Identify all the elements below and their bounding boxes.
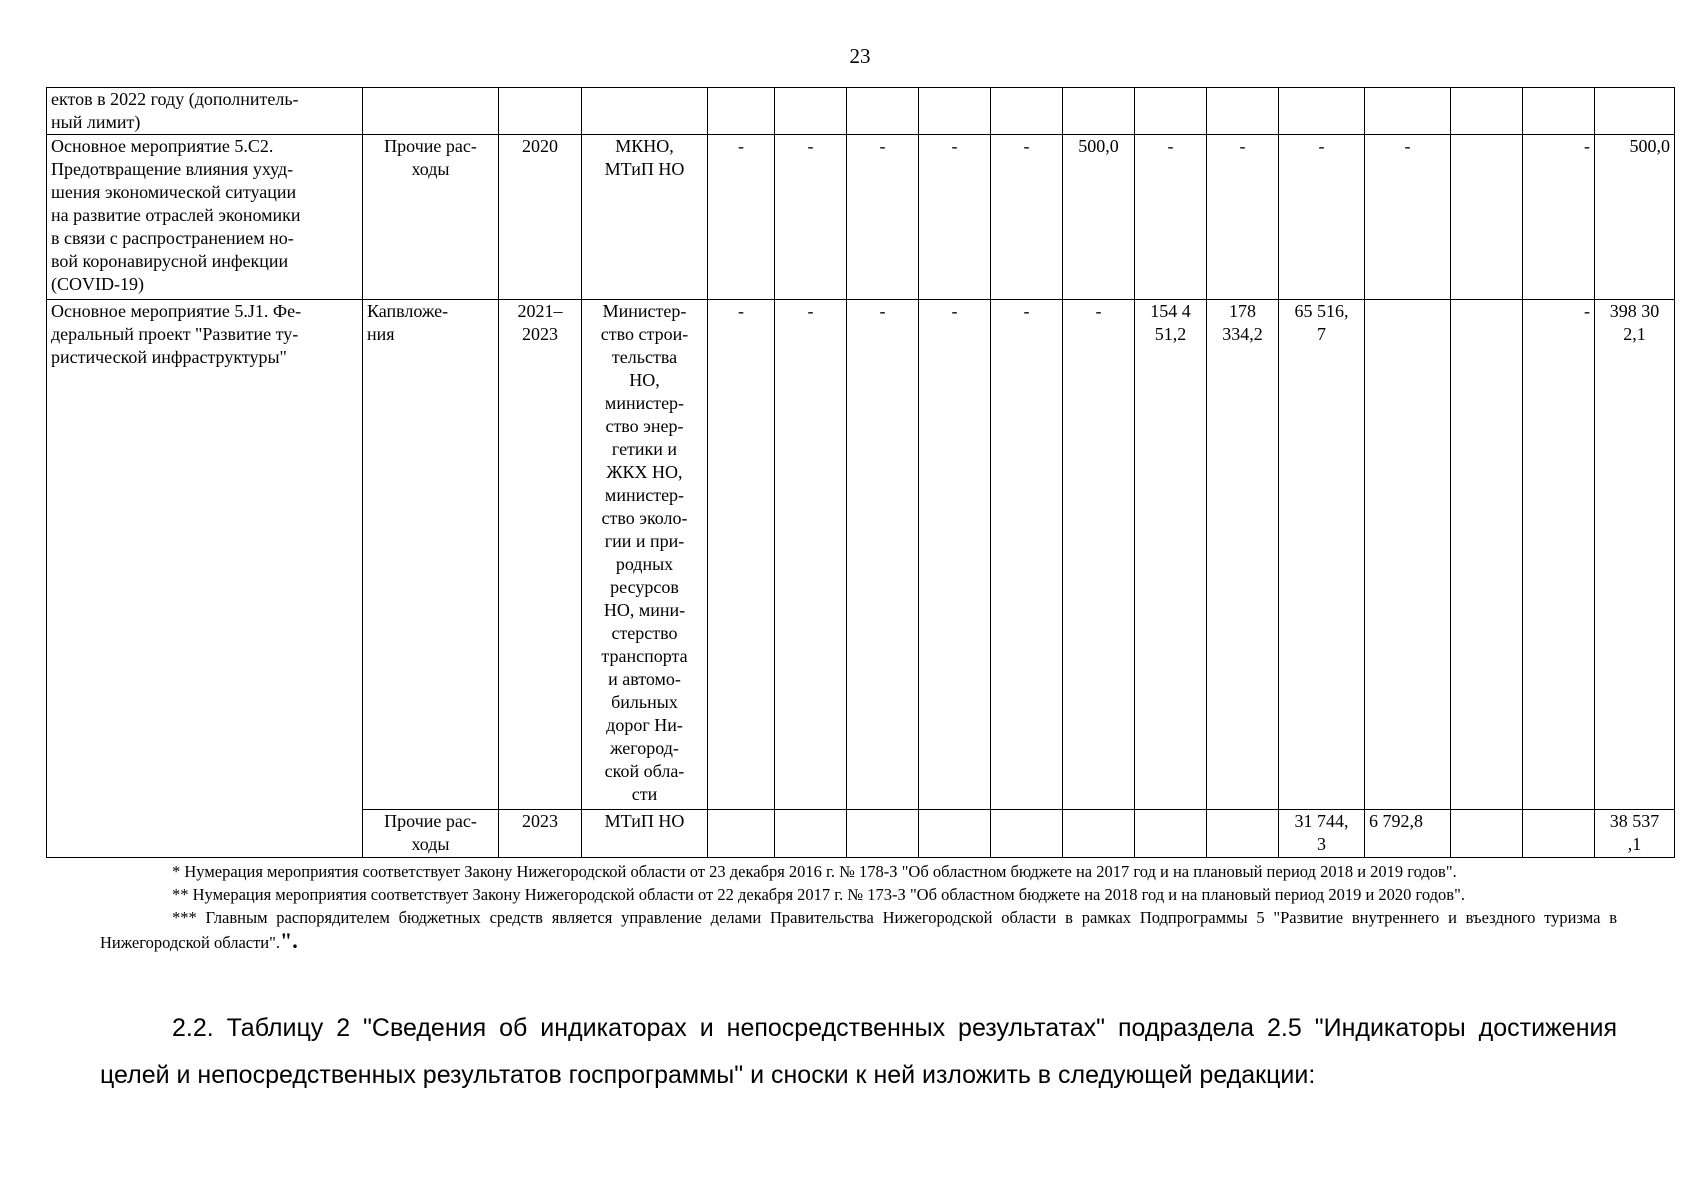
budget-table	[46, 87, 1675, 858]
cell-value	[847, 810, 919, 858]
table-row	[47, 300, 1675, 810]
cell-executor: МТиП НО	[582, 810, 708, 858]
footnote: ** Нумерация мероприятия соответствует Закону Нижегородской области от 22 декабря 2017 г. № 173-З "Об областном бюджете на 2018 год и на плановый период 2019 и 2020 годов".	[172, 885, 1465, 904]
cell-years: 2023	[499, 810, 582, 858]
cell-value	[1207, 810, 1279, 858]
cell-value	[1135, 810, 1207, 858]
cell-value	[1063, 810, 1135, 858]
cell-executor: МКНО, МТиП НО	[582, 135, 708, 300]
cell-value: -	[847, 300, 919, 810]
cell-value: -	[775, 135, 847, 300]
footnotes	[100, 860, 1617, 954]
cell-value: -	[708, 135, 775, 300]
cell-value	[708, 810, 775, 858]
cell-value	[919, 810, 991, 858]
cell-value: 500,0	[1063, 135, 1135, 300]
cell-type: Прочие рас- ходы	[363, 810, 499, 858]
main-paragraph	[100, 1005, 1617, 1099]
cell-name: ектов в 2022 году (дополнитель- ный лимит)	[47, 88, 363, 135]
cell-value: -	[1207, 135, 1279, 300]
footnote	[100, 906, 1617, 954]
footnote: * Нумерация мероприятия соответствует Закону Нижегородской области от 23 декабря 2016 г. № 178-З "Об областном бюджете на 2017 год и на плановый период 2018 и 2019 годов".	[172, 862, 1457, 881]
cell-value	[1451, 135, 1523, 300]
cell-value	[1451, 810, 1523, 858]
cell-executor: Министер- ство строи- тельства НО, министер- ство энер- гетики и ЖКХ НО, министер- ство эколо- гии и при- родных ресурсов НО, мини- стерство транспорта и автомо- бильных дорог Ни- жегород- ской обла- сти	[582, 300, 708, 810]
paragraph-text: 2.2. Таблицу 2 "Сведения об индикаторах и непосредственных результатах" подраздела 2.5 "Индикаторы достижения целей и непосредственных результатов госпрограммы" и сноски к ней изложить в следующей редакции:	[100, 1014, 1617, 1089]
cell-value: -	[991, 135, 1063, 300]
page-number: 23	[849, 44, 871, 68]
cell-value: -	[991, 300, 1063, 810]
cell-years: 2021– 2023	[499, 300, 582, 810]
cell-value: -	[919, 135, 991, 300]
cell-value: 65 516, 7	[1279, 300, 1365, 810]
table-row	[47, 135, 1675, 300]
cell-value	[1451, 300, 1523, 810]
cell-value: -	[919, 300, 991, 810]
cell-value: -	[1523, 300, 1595, 810]
cell-value: 6 792,8	[1365, 810, 1451, 858]
cell-value	[1365, 300, 1451, 810]
cell-value	[991, 810, 1063, 858]
cell-value: -	[1135, 135, 1207, 300]
cell-value: -	[1523, 135, 1595, 300]
table-row	[47, 88, 1675, 135]
cell-value	[775, 810, 847, 858]
cell-total: 500,0	[1595, 135, 1675, 300]
cell-value: 31 744, 3	[1279, 810, 1365, 858]
cell-value: -	[1063, 300, 1135, 810]
cell-type: Прочие рас- ходы	[363, 135, 499, 300]
cell-total: 398 30 2,1	[1595, 300, 1675, 810]
cell-value: -	[847, 135, 919, 300]
cell-name: Основное мероприятие 5.J1. Фе- деральный проект "Развитие ту- ристической инфраструктуры"	[47, 300, 363, 858]
cell-name: Основное мероприятие 5.C2. Предотвращение влияния ухуд- шения экономической ситуации на развитие отраслей экономики в связи с распространением но- вой коронавирусной инфекции (COVID-19)	[47, 135, 363, 300]
cell-years: 2020	[499, 135, 582, 300]
cell-value: 178 334,2	[1207, 300, 1279, 810]
closing-quote: ".	[280, 928, 298, 953]
cell-value	[1523, 810, 1595, 858]
cell-value: -	[1279, 135, 1365, 300]
footnote-text: *** Главным распорядителем бюджетных средств является управление делами Правительства Нижегородской области в рамках Подпрограммы 5 "Развитие внутреннего и въездного туризма в Нижегородской области".	[100, 908, 1617, 952]
cell-value: -	[708, 300, 775, 810]
cell-value: -	[1365, 135, 1451, 300]
cell-type: Капвложе- ния	[363, 300, 499, 810]
cell-value: 154 4 51,2	[1135, 300, 1207, 810]
cell-total: 38 537 ,1	[1595, 810, 1675, 858]
cell-value: -	[775, 300, 847, 810]
